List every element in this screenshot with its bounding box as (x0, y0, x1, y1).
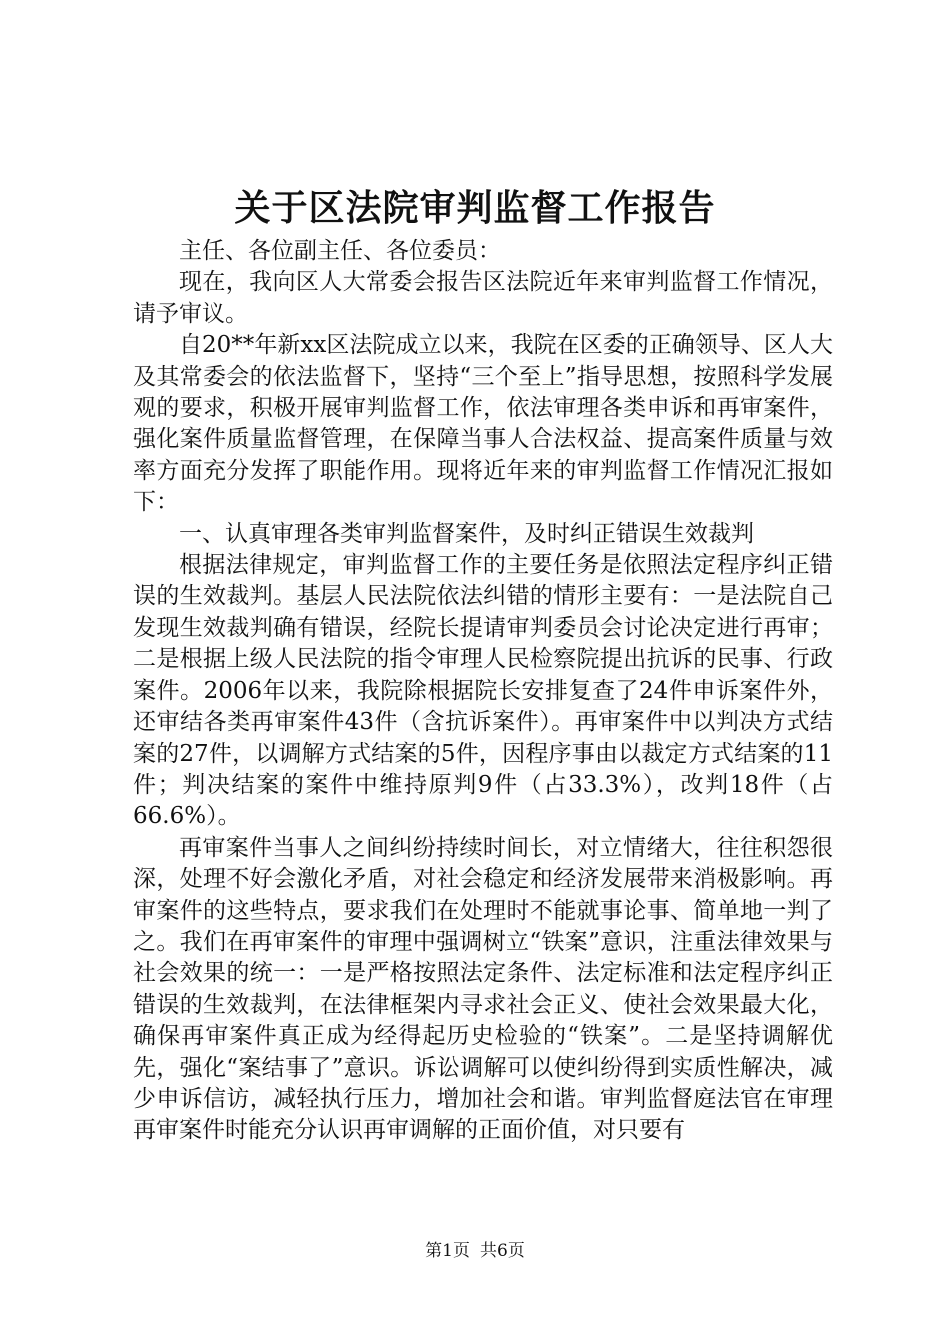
body-paragraph: 再审案件当事人之间纠纷持续时间长，对立情绪大，往往积怨很深，处理不好会激化矛盾，对社会稳定和经济发展带来消极影响。再审案件的这些特点，要求我们在处理时不能就事论事、简单地一判了之。我们在再审案件的审理中强调树立“铁案”意识，注重法律效果与社会效果的统一：一是严格按照法定条件、法定标准和法定程序纠正错误的生效裁判，在法律框架内寻求社会正义、使社会效果最大化，确保再审案件真正成为经得起历史检验的“铁案”。二是坚持调解优先，强化“案结事了”意识。诉讼调解可以使纠纷得到实质性解决，减少申诉信访，减轻执行压力，增加社会和谐。审判监督庭法官在审理再审案件时能充分认识再审调解的正面价值，对只要有 (133, 834, 833, 1144)
intro-paragraph: 现在，我向区人大常委会报告区法院近年来审判监督工作情况，请予审议。 (133, 269, 833, 327)
section-heading: 一、认真审理各类审判监督案件，及时纠正错误生效裁判 (179, 520, 754, 547)
body-paragraph: 根据法律规定，审判监督工作的主要任务是依照法定程序纠正错误的生效裁判。基层人民法院依法纠错的情形主要有：一是法院自己发现生效裁判确有错误，经院长提请审判委员会讨论决定进行再审；二是根据上级人民法院的指令审理人民检察院提出抗诉的民事、行政案件。2006年以来，我院除根据院长安排复查了24件申诉案件外，还审结各类再审案件43件（含抗诉案件）。再审案件中以判决方式结案的27件，以调解方式结案的5件，因程序事由以裁定方式结案的11件；判决结案的案件中维持原判9件（占33.3%），改判18件（占66.6%）。 (133, 552, 833, 830)
page-footer (0, 1240, 950, 1262)
page-number: 第1页 (425, 1241, 470, 1261)
document-body (133, 236, 833, 1147)
salutation-paragraph: 主任、各位副主任、各位委员： (179, 238, 501, 264)
page-total: 共6页 (480, 1241, 525, 1261)
background-paragraph: 自20**年新xx区法院成立以来，我院在区委的正确领导、区人大及其常委会的依法监督下，坚持“三个至上”指导思想，按照科学发展观的要求，积极开展审判监督工作，依法审理各类申诉和再审案件，强化案件质量监督管理，在保障当事人合法权益、提高案件质量与效率方面充分发挥了职能作用。现将近年来的审判监督工作情况汇报如下： (133, 332, 833, 516)
document-title: 关于区法院审判监督工作报告 (234, 187, 716, 229)
